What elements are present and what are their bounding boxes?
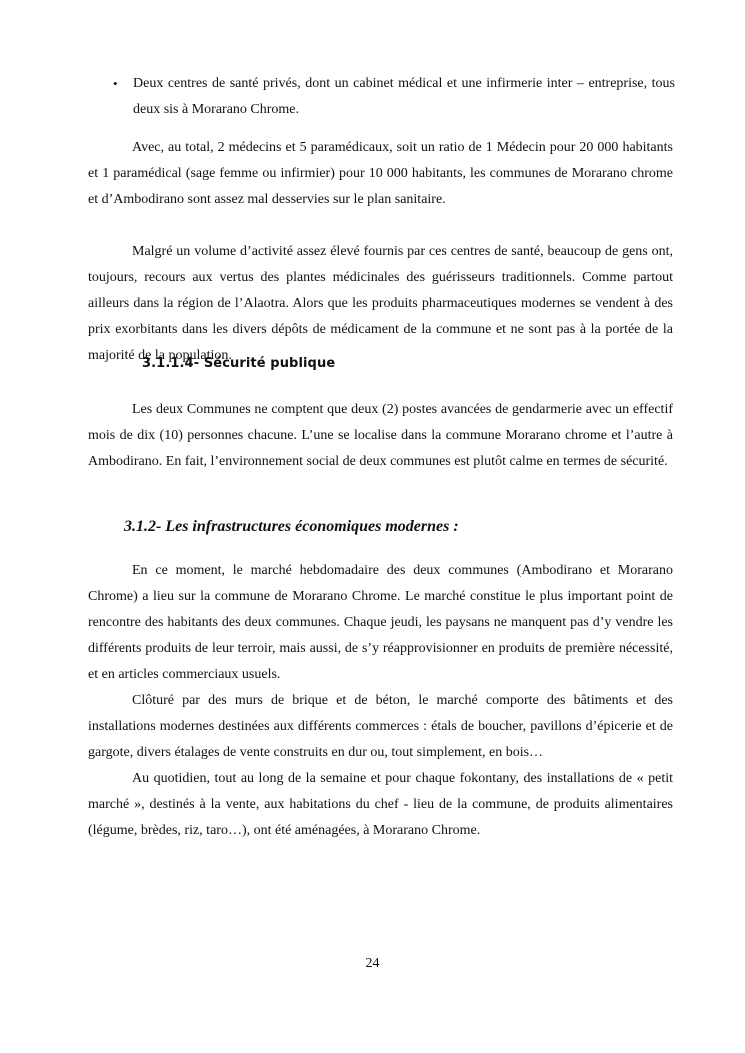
paragraph-traditional-medicine: Malgré un volume d’activité assez élevé fournis par ces centres de santé, beaucoup de gens ont, toujours, recours aux vertus des plantes médicinales des guérisseurs traditionnels. Comme partout ailleurs dans la région de l’Alaotra. Alors que les produits pharmaceutiques modernes se vendent à des prix exorbitants dans les divers dépôts de médicament de la commune et ne sont pas à la portée de la majorité de la population.	[88, 244, 673, 363]
section-heading-economic-infrastructures: 3.1.2- Les infrastructures économiques modernes :	[124, 518, 459, 535]
paragraph-gendarmerie: Les deux Communes ne comptent que deux (2) postes avancées de gendarmerie avec un effectif mois de dix (10) personnes chacune. L’une se localise dans la commune Morarano chrome et l’autre à Ambodirano. En fait, l’environnement social de deux communes est plutôt calme en termes de sécurité.	[88, 402, 673, 469]
paragraph-weekly-market: En ce moment, le marché hebdomadaire des deux communes (Ambodirano et Morarano Chrome) a lieu sur la commune de Morarano Chrome. Le marché constitue le plus important point de rencontre des habitants des deux communes. Chaque jeudi, les paysans ne manquent pas d’y vendre les différents produits de leur terroir, mais aussi, de s’y réapprovisionner en produits de première nécessité, et en articles commerciaux usuels.	[88, 563, 673, 682]
bullet-marker: •	[113, 76, 118, 91]
bullet-text: Deux centres de santé privés, dont un cabinet médical et une infirmerie inter – entreprise, tous deux sis à Morarano Chrome.	[133, 76, 675, 117]
section-heading-public-security: 3.1.1.4- Sécurité publique	[142, 356, 336, 371]
paragraph-medical-ratio: Avec, au total, 2 médecins et 5 paramédicaux, soit un ratio de 1 Médecin pour 20 000 habitants et 1 paramédical (sage femme ou infirmier) pour 10 000 habitants, les communes de Morarano chrome et d’Ambodirano sont assez mal desservies sur le plan sanitaire.	[88, 140, 673, 207]
paragraph-petit-marche: Au quotidien, tout au long de la semaine et pour chaque fokontany, des installations de « petit marché », destinés à la vente, aux habitations du chef - lieu de la commune, de produits alimentaires (légume, brèdes, riz, taro…), ont été aménagées, à Morarano Chrome.	[88, 771, 673, 838]
paragraph-market-facilities: Clôturé par des murs de brique et de béton, le marché comporte des bâtiments et des installations modernes destinées aux différents commerces : étals de boucher, pavillons d’épicerie et de gargote, divers étalages de vente construits en dur ou, tout simplement, en bois…	[88, 693, 673, 760]
page-number: 24	[365, 956, 380, 971]
